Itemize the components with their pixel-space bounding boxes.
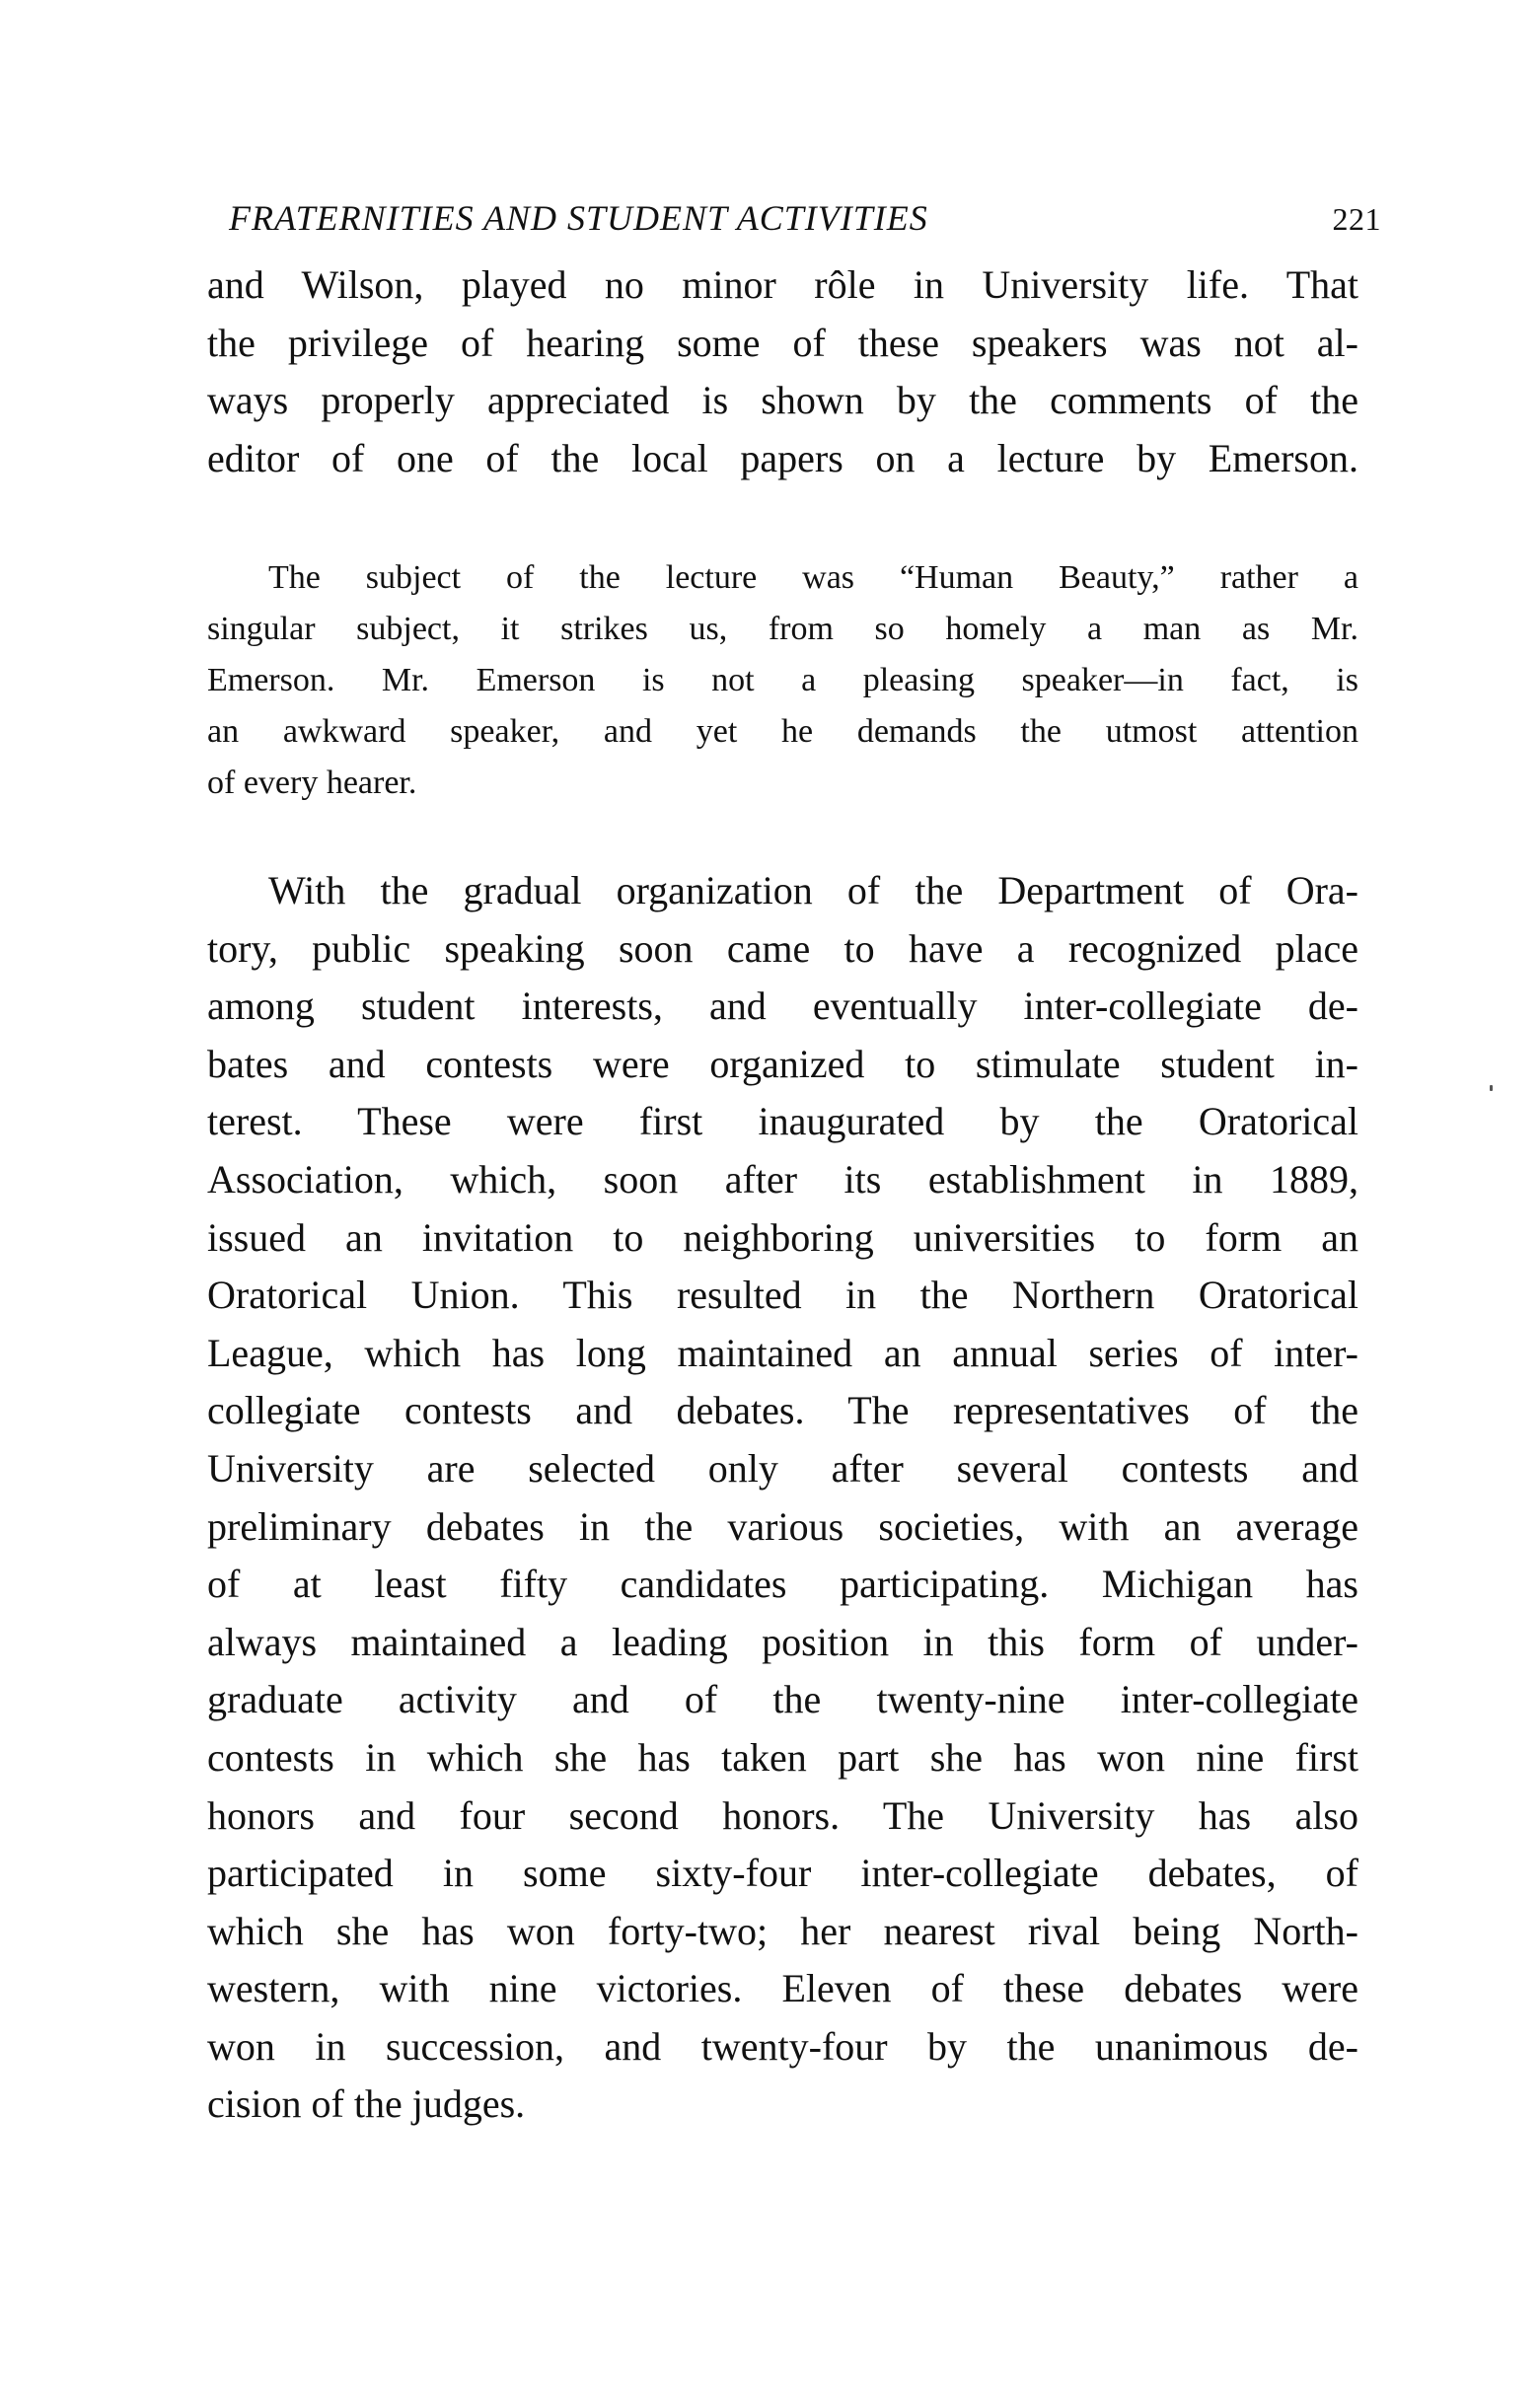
quote-line: singular subject, it strikes us, from so homely a man as Mr. [207,611,1358,647]
block-quotation [207,552,1358,809]
quote-line: The subject of the lecture was “Human Beauty,” rather a [268,559,1358,596]
text-line: participated in some sixty-four inter-collegiate debates, of [207,1851,1358,1896]
text-line: and Wilson, played no minor rôle in University life. That [207,262,1358,307]
running-head [229,197,1381,247]
text-line: bates and contests were organized to stimulate student in- [207,1041,1358,1086]
text-line: ways properly appreciated is shown by the comments of the [207,378,1358,423]
text-line: always maintained a leading position in this form of under- [207,1619,1358,1664]
text-line: among student interests, and eventually inter-collegiate de- [207,983,1358,1029]
quote-line: an awkward speaker, and yet he demands the utmost attention [207,713,1358,750]
quote-line: Emerson. Mr. Emerson is not a pleasing speaker—in fact, is [207,662,1358,698]
running-head-title: FRATERNITIES AND STUDENT ACTIVITIES [229,198,928,238]
text-line: won in succession, and twenty-four by the unanimous de- [207,2023,1358,2069]
text-line: honors and four second honors. The University has also [207,1792,1358,1838]
page-number: 221 [1332,201,1381,237]
text-line: Association, which, soon after its establishment in 1889, [207,1156,1358,1202]
text-line: terest. These were first inaugurated by the Oratorical [207,1099,1358,1144]
text-line: League, which has long maintained an annual series of inter- [207,1330,1358,1375]
text-line: of at least fifty candidates participating. Michigan has [207,1562,1358,1607]
text-line: collegiate contests and debates. The representatives of the [207,1388,1358,1433]
text-line: preliminary debates in the various societies, with an average [207,1503,1358,1549]
text-line: editor of one of the local papers on a lecture by Emerson. [207,435,1358,480]
scan-speck [1490,1085,1493,1091]
text-line: cision of the judges. [207,2081,526,2127]
paragraph-1 [207,256,1358,487]
text-line: western, with nine victories. Eleven of these debates were [207,1966,1358,2011]
quote-line: of every hearer. [207,765,417,801]
text-line: University are selected only after several contests and [207,1445,1358,1491]
text-line: which she has won forty-two; her nearest rival being North- [207,1908,1358,1953]
paragraph-2 [207,862,1358,2134]
text-line: issued an invitation to neighboring universities to form an [207,1214,1358,1260]
text-line: the privilege of hearing some of these speakers was not al- [207,320,1358,365]
text-line: contests in which she has taken part she has won nine first [207,1734,1358,1780]
text-line: Oratorical Union. This resulted in the Northern Oratorical [207,1273,1358,1318]
text-line: tory, public speaking soon came to have a recognized place [207,925,1358,971]
text-line: With the gradual organization of the Department of Ora- [268,868,1358,912]
text-line: graduate activity and of the twenty-nine inter-collegiate [207,1677,1358,1722]
